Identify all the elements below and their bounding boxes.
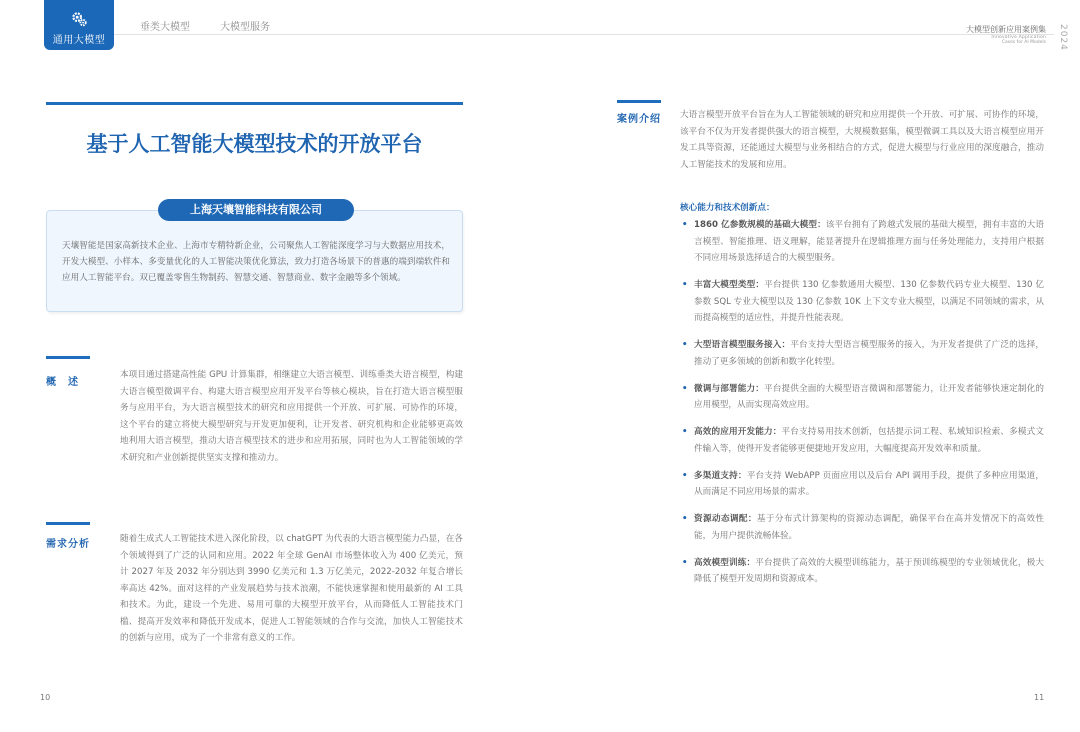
company-name-badge: 上海天壤智能科技有限公司 [158,199,354,221]
bullet-icon: • [682,280,688,290]
page-number-left: 10 [40,693,51,702]
header-divider [114,34,1054,35]
gears-icon [70,10,88,28]
case-rule [617,100,661,103]
list-item: • 资源动态调配：基于分布式计算架构的资源动态调配，确保平台在高并发情况下的高效性能，为用户提供流畅体验。 [680,511,1044,544]
category-tab[interactable] [44,0,114,50]
needs-heading: 需求分析 [46,539,90,550]
nav-link-vertical-models[interactable]: 垂类大模型 [140,22,190,33]
bullet-icon: • [682,383,688,394]
list-item: • 高效的应用开发能力：平台支持易用技术创新，包括提示词工程、私域知识检索、多模式文件输入等，使得开发者能够更便捷地开发应用，大幅度提高开发效率和质量。 [680,424,1044,457]
list-item: • 微调与部署能力：平台提供全面的大模型语言微调和部署能力，让开发者能够快速定制化的应用模型，从而实现高效应用。 [680,381,1044,414]
page-title: 基于人工智能大模型技术的开放平台 [86,132,423,156]
list-item: • 1860 亿参数规模的基础大模型：该平台拥有了跨越式发展的基础大模型，拥有丰富的大语言模型、智能推理、语义理解，能显著提升在逻辑推理方面与任务处理能力，支持用户根据不同应用场景选择适合的大模型服务。 [680,217,1044,267]
category-tab-label: 通用大模型 [52,35,106,46]
capability-list [680,217,1044,598]
bullet-icon: • [682,514,688,524]
list-item: • 丰富大模型类型：平台提供 130 亿参数通用大模型、130 亿参数代码专业大模型、130 亿参数 SQL 专业大模型以及 130 亿参数 10K 上下文专业大模型，以满足不同领域的需求，从而提高模型的适应性，并提升性能表现。 [680,277,1044,327]
list-item: • 多渠道支持：平台支持 WebAPP 页面应用以及后台 API 调用手段，提供了多种应用渠道，从而满足不同应用场景的需求。 [680,468,1044,501]
needs-text: 随着生成式人工智能技术进入深化阶段，以 chatGPT 为代表的大语言模型能力凸显，在各个领域得到了广泛的认同和应用。2022 年全球 GenAI 市场整体收入为 400 亿美元，预计 2027 年及 2032 年分别达到 3990 亿美元和 1.3 万亿美元，2022-2032 年复合增长率高达 42%。面对这样的产业发展趋势与技术浪潮，不能快速掌握和使用最新的 AI 工具和技术。为此，建设一个先进、易用可靠的大模型开放平台，从而降低人工智能技术门槛、提高开发效率和降低开发成本，促进人工智能领域的合作与交流，加快人工智能技术的创新与应用，成为了一个非常有意义的工作。 [120,534,463,643]
brand-subtitle-1: Innovative Application [991,35,1046,40]
list-item: • 高效模型训练：平台提供了高效的大模型训练能力，基于预训练模型的专业领域优化，极大降低了模型开发周期和资源成本。 [680,555,1044,588]
brand-subtitle-2: Cases for AI Models [1001,40,1046,45]
brand-block [966,24,1046,45]
case-heading: 案例介绍 [617,114,661,125]
overview-heading: 概 述 [46,377,79,388]
brand-year: 2024 [1058,24,1068,51]
company-description: 天壤智能是国家高新技术企业、上海市专精特新企业，公司聚焦人工智能深度学习与大数据应用技术，开发大模型、小样本、多变量优化的人工智能决策优化算法，致力打造各场景下的普惠的端到端软件和应用人工智能平台。双已覆盖零售生物制药、智慧交通、智慧商业、数字金融等多个领域。 [62,241,450,283]
overview-text: 本项目通过搭建高性能 GPU 计算集群，相继建立大语言模型、训练垂类大语言模型，构建大语言模型微调平台、构建大语言模型应用开发平台等核心模块，旨在打造大语言模型服务与应用平台，为大语言模型技术的研究和应用提供一个开放、可扩展、可协作的环境，这个平台的建立将使大模型研究与开发更加便利，让开发者、研究机构和企业能够更高效地利用大语言模型，推动大语言模型技术的进步和应用拓展，同时也为人工智能领域的学术研究和产业创新提供坚实支撑和推动力。 [120,370,463,463]
case-text: 大语言模型开放平台旨在为人工智能领域的研究和应用提供一个开放、可扩展、可协作的环境，该平台不仅为开发者提供强大的语言模型，大规模数据集，模型微调工具以及大语言模型应用开发工具等资源，还能通过大模型与业务相结合的方式，促进大模型与行业应用的深度融合，推动人工智能技术的发展和应用。 [680,110,1044,170]
brand-title: 大模型创新应用案例集 [966,25,1046,34]
needs-rule [46,522,90,525]
nav-link-model-services[interactable]: 大模型服务 [220,22,270,33]
list-item: • 大型语言模型服务接入：平台支持大型语言模型服务的接入，为开发者提供了广泛的选择，推动了更多领域的创新和数字化转型。 [680,337,1044,370]
overview-rule [46,356,90,359]
core-capabilities-heading: 核心能力和技术创新点： [680,203,775,213]
bullet-icon: • [682,220,688,230]
bullet-icon: • [682,427,688,437]
bullet-icon: • [682,470,688,481]
title-rule [46,102,463,105]
bullet-icon: • [682,557,688,568]
page-number-right: 11 [1034,693,1045,702]
bullet-icon: • [682,340,688,350]
